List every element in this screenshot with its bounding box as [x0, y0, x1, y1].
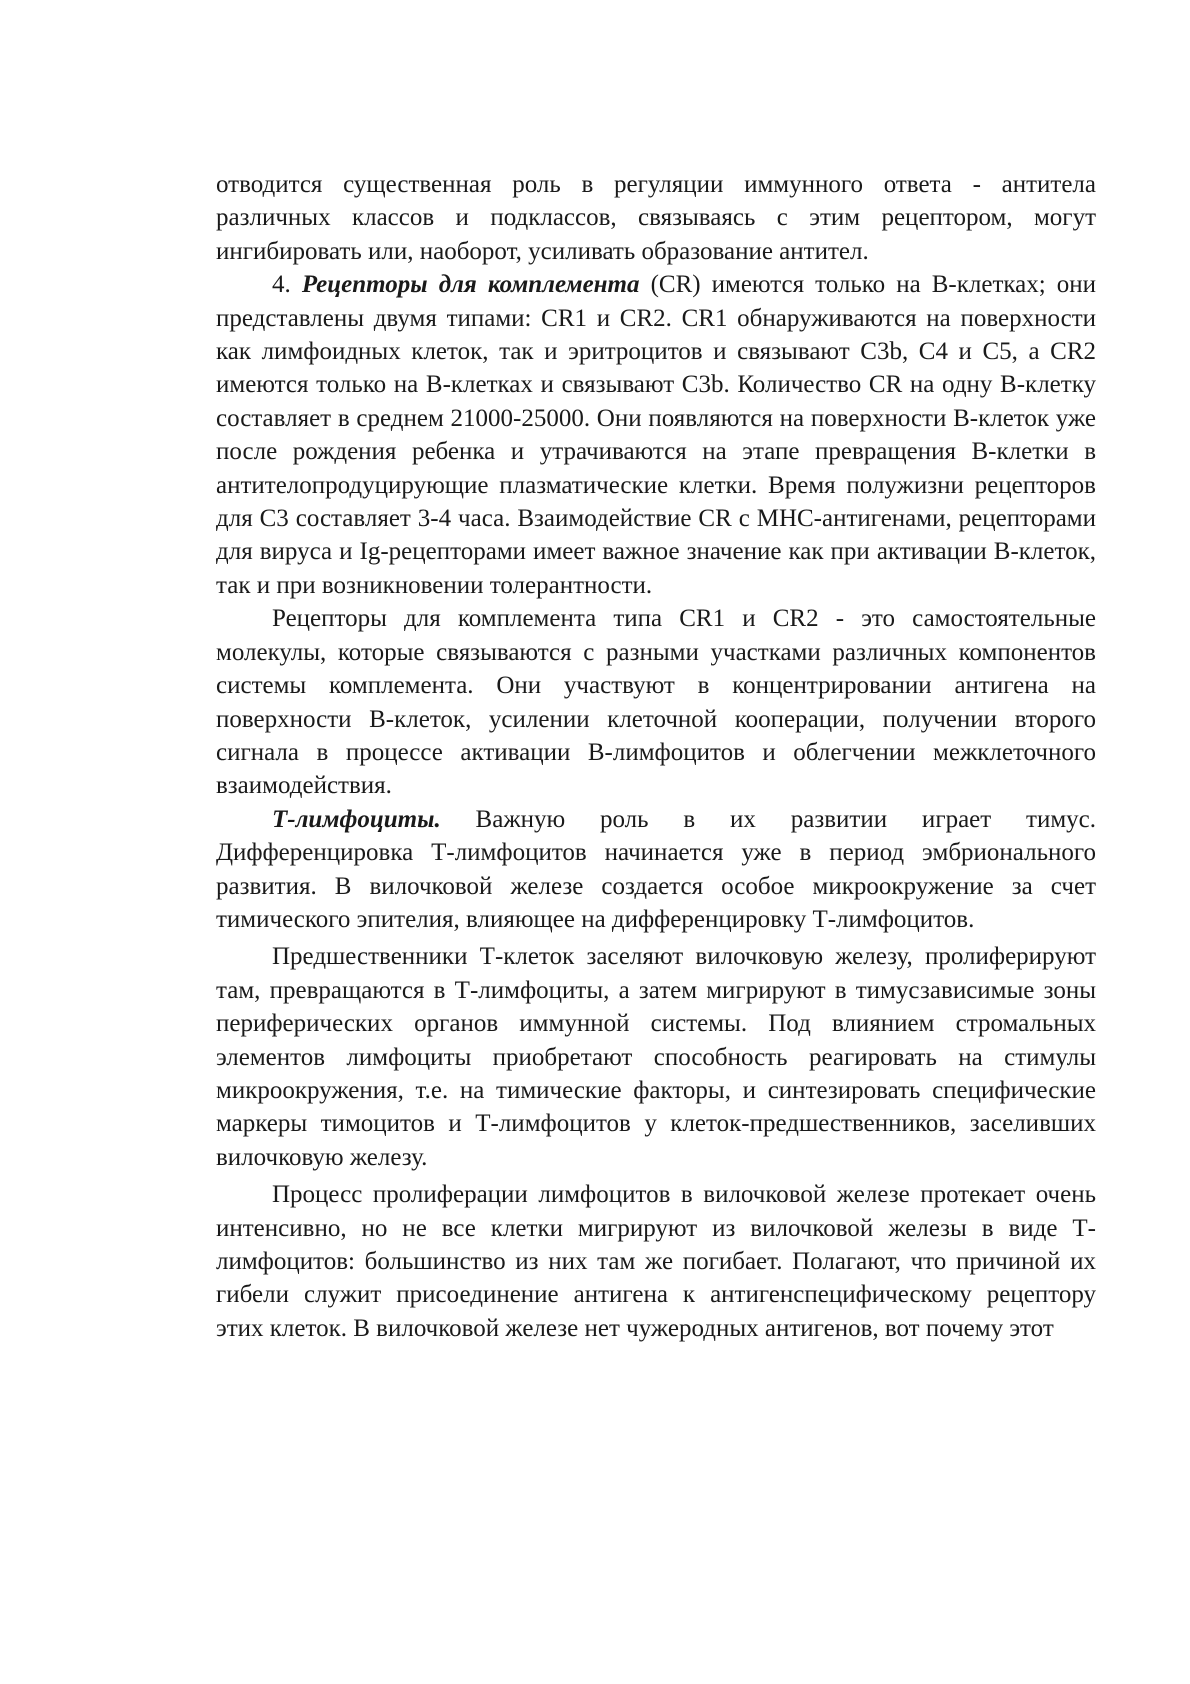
- paragraph-text: Предшественники Т-клеток заселяют вилочковую железу, пролиферируют там, превращаются в Т-лимфоциты, а затем мигрируют в тимусзависимые зоны периферических органов иммунной системы. Под влиянием стромальных элементов лимфоциты приобретают способность реагировать на стимулы микроокружения, т.е. на тимические факторы, и синтезировать специфические маркеры тимоцитов и Т-лимфоцитов у клеток-предшественников, заселивших вилочковую железу.: [216, 943, 1096, 1171]
- paragraph-cr-types: [216, 602, 1096, 802]
- document-body: [216, 168, 1096, 1345]
- paragraph-text: Важную роль в их развитии играет тимус. Дифференцировка Т-лимфоцитов начинается уже в период эмбрионального развития. В вилочковой железе создается особое микроокружение за счет тимического эпителия, влияющее на дифференцировку Т-лимфоцитов.: [216, 805, 1096, 933]
- paragraph-continuation: [216, 168, 1096, 268]
- paragraph-t-precursors: [216, 940, 1096, 1174]
- paragraph-complement-receptors: [216, 268, 1096, 602]
- term-complement-receptors: Рецепторы для комплемента: [301, 271, 640, 299]
- paragraph-text: Рецепторы для комплемента типа CR1 и CR2 - это самостоятельные молекулы, которые связываются с разными участками различных компонентов системы комплемента. Они участвуют в концентрировании антигена на поверхности В-клеток, усилении клеточной кооперации, получении второго сигнала в процессе активации В-лимфоцитов и облегчении межклеточного взаимодействия.: [216, 605, 1096, 800]
- paragraph-text: отводится существенная роль в регуляции иммунного ответа - антитела различных классов и подклассов, связываясь с этим рецептором, могут ингибировать или, наоборот, усиливать образование антител.: [216, 171, 1096, 265]
- term-t-lymphocytes: Т-лимфоциты.: [272, 805, 441, 833]
- paragraph-proliferation: [216, 1178, 1096, 1345]
- list-number: 4.: [272, 271, 302, 299]
- paragraph-t-lymphocytes: [216, 803, 1096, 937]
- paragraph-text: (CR) имеются только на В-клетках; они представлены двумя типами: CR1 и CR2. CR1 обнаруживаются на поверхности как лимфоидных клеток, так и эритроцитов и связывают С3b, С4 и С5, а CR2 имеются только на В-клетках и связывают С3b. Количество CR на одну В-клетку составляет в среднем 21000-25000. Они появляются на поверхности В-клеток уже после рождения ребенка и утрачиваются на этапе превращения В-клетки в антителопродуцирующие плазматические клетки. Время полужизни рецепторов для С3 составляет 3-4 часа. Взаимодействие CR с МНС-антигенами, рецепторами для вируса и Ig-рецепторами имеет важное значение как при активации В-клеток, так и при возникновении толерантности.: [216, 271, 1097, 599]
- paragraph-text: Процесс пролиферации лимфоцитов в вилочковой железе протекает очень интенсивно, но не все клетки мигрируют из вилочковой железы в виде Т-лимфоцитов: большинство из них там же погибает. Полагают, что причиной их гибели служит присоединение антигена к антигенспецифическому рецептору этих клеток. В вилочковой железе нет чужеродных антигенов, вот почему этот: [216, 1181, 1096, 1342]
